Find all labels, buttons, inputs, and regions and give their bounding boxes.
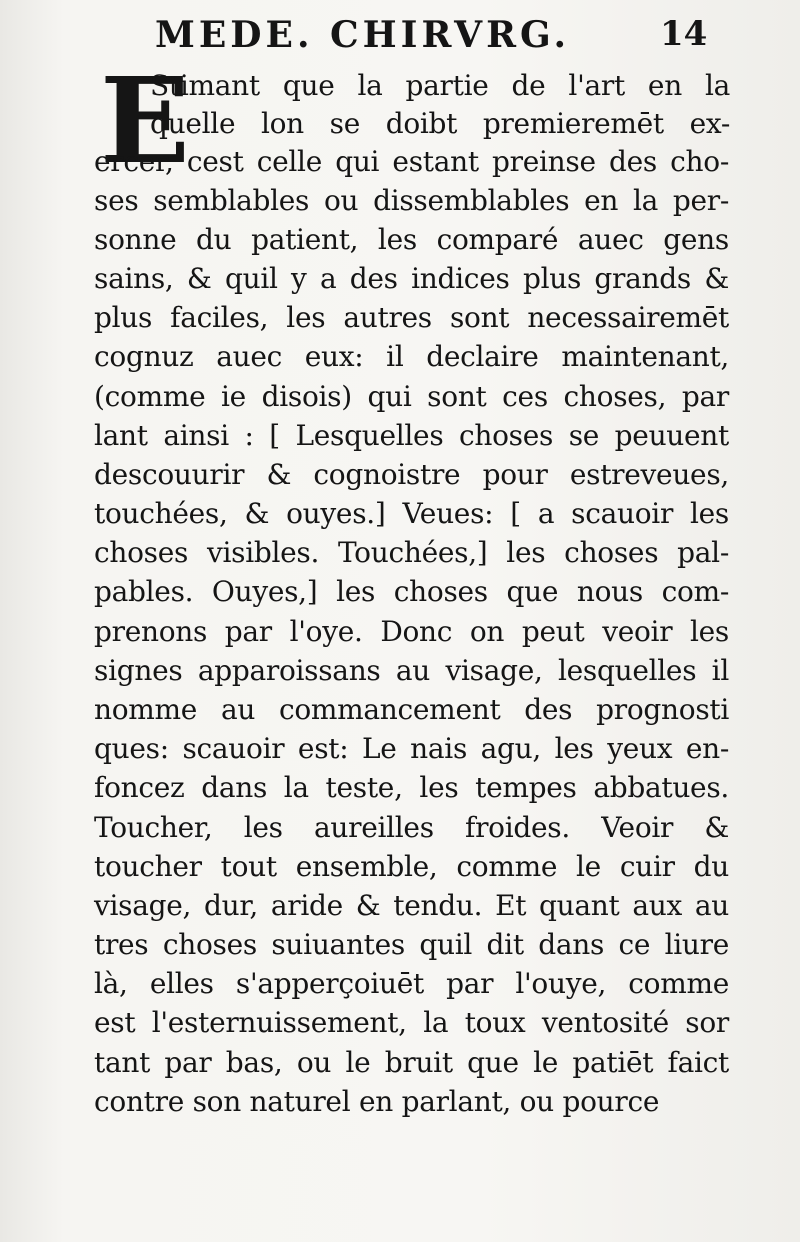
text-line: Stimant que la partie de l'art en la bbox=[150, 69, 730, 102]
text-line: ercer, cest celle qui estant preinse des cho- bbox=[94, 145, 729, 178]
text-line: toucher tout ensemble, comme le cuir du bbox=[94, 850, 729, 883]
text-line: foncez dans la teste, les tempes abbatues. bbox=[94, 771, 729, 804]
text-line: Toucher, les aureilles froides. Veoir & bbox=[94, 811, 729, 844]
text-line: est l'esternuissement, la toux ventosité sor bbox=[94, 1006, 729, 1039]
text-line: touchées, & ouyes.] Veues: [ a scauoir les bbox=[94, 497, 729, 530]
text-line: signes apparoissans au visage, lesquelles il bbox=[94, 654, 729, 687]
text-line: nomme au commancement des prognosti bbox=[94, 693, 729, 726]
text-line: contre son naturel en parlant, ou pource bbox=[94, 1085, 660, 1118]
text-line: ses semblables ou dissemblables en la per- bbox=[94, 184, 729, 217]
text-line: quelle lon se doibt premieremēt ex- bbox=[150, 107, 730, 140]
text-line: lant ainsi : [ Lesquelles choses se peuuent bbox=[94, 419, 729, 452]
drop-cap-initial: E bbox=[100, 51, 190, 190]
text-line: tant par bas, ou le bruit que le patiēt faict bbox=[94, 1046, 729, 1079]
page-header bbox=[155, 14, 795, 58]
text-line: (comme ie disois) qui sont ces choses, par bbox=[94, 380, 729, 413]
text-line: choses visibles. Touchées,] les choses pal- bbox=[94, 536, 729, 569]
text-line: tres choses suiuantes quil dit dans ce liure bbox=[94, 928, 729, 961]
text-line: pables. Ouyes,] les choses que nous com- bbox=[94, 575, 729, 608]
text-line: descouurir & cognoistre pour estreveues, bbox=[94, 458, 729, 491]
text-line: visage, dur, aride & tendu. Et quant aux au bbox=[94, 889, 729, 922]
text-line: sains, & quil y a des indices plus grands & bbox=[94, 262, 729, 295]
page-number: 14 bbox=[660, 14, 708, 54]
running-head: MEDE. CHIRVRG. bbox=[155, 14, 570, 56]
text-line: prenons par l'oye. Donc on peut veoir les bbox=[94, 615, 729, 648]
text-line: plus faciles, les autres sont necessairemēt bbox=[94, 301, 729, 334]
text-line: ques: scauoir est: Le nais agu, les yeux en- bbox=[94, 732, 729, 765]
text-line: cognuz auec eux: il declaire maintenant, bbox=[94, 340, 729, 373]
text-line: là, elles s'apperçoiuēt par l'ouye, comme bbox=[94, 967, 729, 1000]
text-line: sonne du patient, les comparé auec gens bbox=[94, 223, 729, 256]
